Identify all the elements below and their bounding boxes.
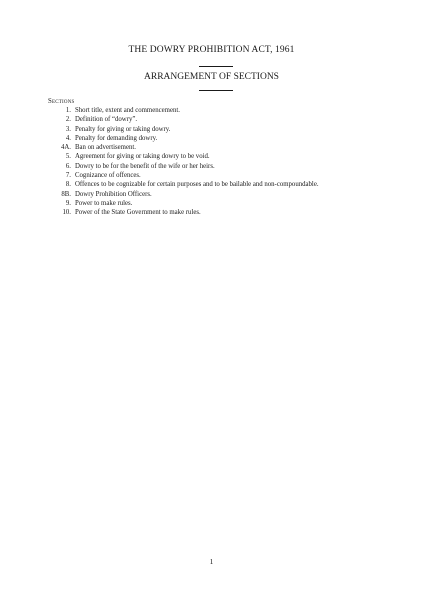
section-number: 9. bbox=[65, 199, 71, 207]
section-title: Penalty for giving or taking dowry. bbox=[75, 125, 171, 133]
section-title: Short title, extent and commencement. bbox=[75, 107, 180, 114]
section-number: 3. bbox=[65, 125, 71, 133]
section-item bbox=[48, 171, 388, 180]
section-number: 5. bbox=[65, 153, 71, 161]
section-item bbox=[48, 190, 388, 199]
section-title: Offences to be cognizable for certain purposes and to be bailable and non-compoundable. bbox=[75, 181, 319, 189]
sections-label: Sections bbox=[48, 98, 75, 105]
section-number: 1. bbox=[65, 107, 71, 114]
section-title: Dowry Prohibition Officers. bbox=[75, 190, 152, 198]
section-number: 2. bbox=[65, 116, 71, 124]
section-item bbox=[48, 152, 388, 161]
section-title: Power to make rules. bbox=[75, 199, 133, 207]
subtitle-divider bbox=[199, 90, 233, 91]
section-title: Power of the State Government to make rules. bbox=[75, 209, 201, 217]
document-subtitle: ARRANGEMENT OF SECTIONS bbox=[144, 72, 279, 82]
section-item bbox=[48, 143, 388, 152]
section-item bbox=[48, 199, 388, 208]
section-title: Dowry to be for the benefit of the wife or her heirs. bbox=[75, 162, 215, 170]
section-item bbox=[48, 115, 388, 124]
section-number: 4. bbox=[65, 134, 71, 142]
section-number: 6. bbox=[65, 162, 71, 170]
page-number: 1 bbox=[209, 557, 214, 566]
section-item bbox=[48, 125, 388, 134]
section-number: 10. bbox=[62, 209, 71, 217]
title-divider bbox=[199, 66, 233, 67]
section-number: 4A. bbox=[60, 144, 71, 152]
section-title: Definition of “dowry”. bbox=[75, 116, 138, 124]
section-number: 8. bbox=[65, 181, 71, 189]
section-title: Agreement for giving or taking dowry to be void. bbox=[75, 153, 210, 161]
section-item bbox=[48, 106, 388, 115]
section-item bbox=[48, 162, 388, 171]
section-title: Penalty for demanding dowry. bbox=[75, 134, 158, 142]
document-title: THE DOWRY PROHIBITION ACT, 1961 bbox=[128, 45, 295, 55]
section-title: Ban on advertisement. bbox=[75, 144, 136, 152]
section-item bbox=[48, 180, 388, 189]
section-number: 7. bbox=[65, 172, 71, 180]
section-item bbox=[48, 208, 388, 217]
sections-list bbox=[48, 106, 388, 218]
section-title: Cognizance of offences. bbox=[75, 172, 141, 180]
section-number: 8B. bbox=[61, 190, 71, 198]
section-item bbox=[48, 134, 388, 143]
